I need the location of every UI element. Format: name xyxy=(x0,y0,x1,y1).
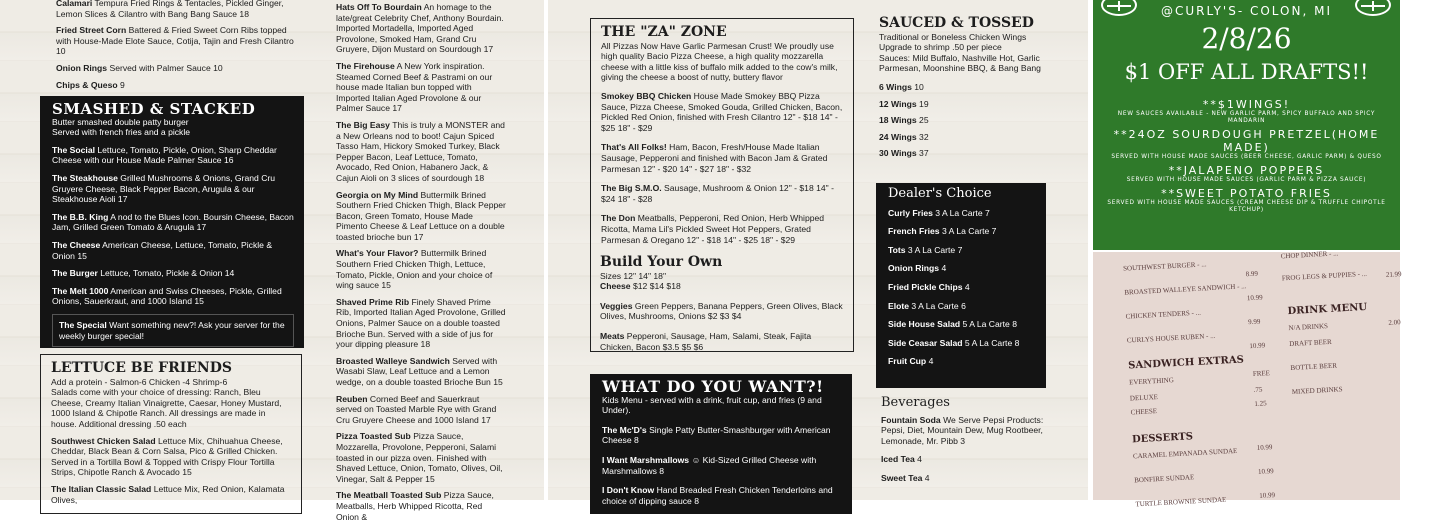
promo-lines xyxy=(1099,98,1394,214)
photo-price: 21.99 xyxy=(1385,270,1402,279)
menu-item: Side House Salad 5 A La Carte 8 xyxy=(888,319,1017,330)
promo-line-heading: **$1WINGS! xyxy=(1202,98,1291,111)
beverages-section xyxy=(881,395,1051,490)
promo-date: 2/8/26 xyxy=(1201,22,1292,55)
menu-item: Southwest Chicken Salad Lettuce Mix, Chihuahua Cheese, Cheddar, Black Bean & Corn Salsa, Pico & Grilled Chicken. Served in a Tortilla Bowl & Topped with Crispy Flour Tortilla Strips, Chipotle Ranch & Avocado 15 xyxy=(51,435,283,478)
photo-price: 2.00 xyxy=(1388,318,1401,327)
menu-item: That's All Folks! Ham, Bacon, Fresh/House Made Italian Sausage, Pepperoni and finished with Bacon Jam & Grated Parmesan 12" - $20 14" - $27 18" - $32 xyxy=(601,142,828,174)
menu-item: Curly Fries 3 A La Carte 7 xyxy=(888,207,990,218)
photo-text: SOUTHWEST BURGER - ... xyxy=(1122,260,1207,273)
photo-text: CHEESE xyxy=(1130,407,1158,417)
menu-item: The Italian Classic Salad Lettuce Mix, Red Onion, Kalamata Olives, xyxy=(51,483,285,505)
promo-line-sub: SERVED WITH HOUSE MADE SAUCES (BEER CHEESE, GARLIC PARM) & QUESO xyxy=(1111,154,1382,160)
wings-row: 24 Wings 32 xyxy=(879,131,929,142)
old-menu-photo xyxy=(1093,249,1402,509)
photo-text: CURLYS HOUSE RUBEN - ... xyxy=(1126,331,1216,345)
sides-section xyxy=(876,183,1046,388)
menu-item: Iced Tea 4 xyxy=(881,454,922,465)
photo-text: DRAFT BEER xyxy=(1289,337,1332,349)
photo-price: 10.99 xyxy=(1257,467,1274,476)
photo-text: DELUXE xyxy=(1129,393,1159,403)
smashed-stacked-section xyxy=(40,96,304,348)
photo-text: N/A DRINKS xyxy=(1288,322,1329,333)
menu-item: Smokey BBQ Chicken House Made Smokey BBQ Pizza Sauce, Pizza Cheese, Smoked Gouda, Grilled Chicken, Bacon, Pickled Red Onion, finished with Fresh Cilantro 12" - $18 14" - $25 18" - $29 xyxy=(601,90,843,133)
menu-item: The Cheese American Cheese, Lettuce, Tomato, Pickle & Onion 15 xyxy=(52,239,273,261)
menu-item: I Don't Know Hand Breaded Fresh Chicken Tenderloins and choice of dipping sauce 8 xyxy=(602,485,833,506)
appetizers-list xyxy=(56,0,296,96)
promo-line-heading: **JALAPENO POPPERS xyxy=(1168,164,1325,177)
menu-item: Pizza Toasted Sub Pizza Sauce, Mozzarella, Provolone, Pepperoni, Salami toasted in our pizza oven. Finished with Shaved Lettuce, Onion, Tomato, Olives, Oil, Vinegar, Salt & Pepper 15 xyxy=(336,431,503,484)
photo-price: FREE xyxy=(1252,369,1271,378)
promo-line-heading: **SWEET POTATO FRIES xyxy=(1161,187,1332,200)
promo-line-heading: **24OZ SOURDOUGH PRETZEL(HOME MADE) xyxy=(1113,128,1380,154)
menu-item: The Big S.M.O. Sausage, Mushroom & Onion 12" - $18 14" - $24 18" - $28 xyxy=(601,183,834,204)
section-title: Build Your Own xyxy=(600,254,723,271)
menu-item: The Steakhouse Grilled Mushrooms & Onions, Grand Cru Gruyere Cheese, Black Pepper Bacon, Arugula & our Steakhouse Aioli 17 xyxy=(52,172,276,205)
section-subtitle: Butter smashed double patty burger Served with french fries and a pickle xyxy=(52,116,191,138)
menu-item: What's Your Flavor? Buttermilk Brined Southern Fried Chicken Thigh, Lettuce, Tomato, Pickle, Onion and your choice of wing sauce 15 xyxy=(336,248,493,291)
salads-section xyxy=(40,354,302,514)
section-title: SMASHED & STACKED xyxy=(52,100,256,118)
build-your-own xyxy=(600,254,843,352)
menu-item: The Big Easy This is truly a MONSTER and a New Orleans nod to boot! Cajun Spiced Tasso Ham, Hickory Smoked Turkey, Black Pepper Bacon, Leaf Lettuce, Tomato, Avocado, Red Onion, Habanero Jack, & Cajun Aioli on 3 slices of sourdough 18 xyxy=(336,119,505,183)
wings-row: 12 Wings 19 xyxy=(879,98,929,109)
menu-item: Chips & Queso 9 xyxy=(56,79,125,90)
menu-item: Onion Rings Served with Palmer Sauce 10 xyxy=(56,62,223,73)
menu-item: I Want Marshmallows ☺ Kid-Sized Grilled Cheese with Marshmallows 8 xyxy=(602,454,817,476)
menu-item: The Meatball Toasted Sub Pizza Sauce, Meatballs, Herb Whipped Ricotta, Red Onion & xyxy=(336,490,494,522)
drink-menu-title: DRINK MENU xyxy=(1287,301,1368,318)
photo-price: 9.99 xyxy=(1247,317,1261,327)
photo-text: FROG LEGS & PUPPIES - ... xyxy=(1281,269,1368,283)
menu-item: Sweet Tea 4 xyxy=(881,472,930,483)
wings-row: 30 Wings 37 xyxy=(879,148,929,159)
sizes-line: Sizes 12" 14" 18" xyxy=(600,270,667,281)
photo-price: 8.99 xyxy=(1245,269,1259,279)
kids-section xyxy=(590,374,852,514)
menu-item: The Social Lettuce, Tomato, Pickle, Onion, Sharp Cheddar Cheese with our House Made Palmer Sauce 16 xyxy=(52,144,277,166)
section-title: LETTUCE BE FRIENDS xyxy=(51,360,232,376)
promo-line-sub: SERVED WITH HOUSE MADE SAUCES (CREAM CHEESE DIP & TRUFFLE CHIPOTLE KETCHUP) xyxy=(1107,200,1386,213)
menu-item: The Don Meatballs, Pepperoni, Red Onion, Herb Whipped Ricotta, Mama Lil's Pickled Sweet Hot Peppers, Grated Parmesan & Oregano 12" - $18 14" - $25 18" - $29 xyxy=(601,213,825,245)
photo-price: 10.99 xyxy=(1256,443,1273,452)
menu-item: Tots 3 A La Carte 7 xyxy=(888,244,963,255)
photo-text: BOTTLE BEER xyxy=(1290,361,1338,373)
photo-text: BROASTED WALLEYE SANDWICH - ... xyxy=(1124,282,1247,297)
section-title: Beverages xyxy=(881,395,950,410)
photo-price: 1.25 xyxy=(1254,399,1267,408)
photo-price: 10.99 xyxy=(1259,491,1276,500)
extras-title: SANDWICH EXTRAS xyxy=(1127,354,1245,372)
section-subtitle: Traditional or Boneless Chicken Wings Upgrade to shrimp .50 per piece Sauces: Mild Buffalo, Nashville Hot, Garlic Parmesan, Moonshine BBQ, & Bang Bang xyxy=(879,31,1041,74)
menu-item: Veggies Green Peppers, Banana Peppers, Green Olives, Black Olives, Mushrooms, Onions $2 $3 $4 xyxy=(600,300,843,322)
desserts-title: DESSERTS xyxy=(1131,431,1194,446)
photo-text: CHOP DINNER - ... xyxy=(1280,249,1339,261)
menu-item: The Burger Lettuce, Tomato, Pickle & Onion 14 xyxy=(52,268,235,279)
section-title: Dealer's Choice xyxy=(888,186,992,201)
promo-headline: $1 OFF ALL DRAFTS!! xyxy=(1124,60,1369,84)
menu-item: Calamari Tempura Fried Rings & Tentacles, Pickled Ginger, Lemon Slices & Cilantro with Bang Bang Sauce 18 xyxy=(56,0,284,19)
promo-line-sub: NEW SAUCES AVAILABLE - NEW GARLIC PARM, SPICY BUFFALO AND SPICY MANDARIN xyxy=(1117,111,1376,124)
wings-section xyxy=(879,15,1059,165)
menu-item: Shaved Prime Rib Finely Shaved Prime Rib, Imported Italian Aged Provolone, Grilled Onions, Palmer Sauce on a double toasted Brioche Bun. Served with a side of jus for your dipping pleasure 18 xyxy=(336,296,506,350)
menu-item: Fried Street Corn Battered & Fried Sweet Corn Ribs topped with House-Made Elote Sauce, Cotija, Tajin and Fresh Cilantro 10 xyxy=(56,25,294,57)
section-subtitle: Kids Menu - served with a drink, fruit cup, and fries (9 and Under). xyxy=(602,394,822,416)
menu-item: Hats Off To Bourdain An homage to the late/great Celebrity Chef, Anthony Bourdain. Imported Mortadella, Imported Aged Provolone, Smoked Ham, Grand Cru Gruyere, Dijon Mustard on Sourdough 17 xyxy=(336,2,504,55)
menu-item: Side Ceasar Salad 5 A La Carte 8 xyxy=(888,337,1020,348)
menu-item: Reuben Corned Beef and Sauerkraut served on Toasted Marble Rye with Grand Cru Gruyere Cheese and 1000 Island 17 xyxy=(336,393,497,425)
menu-item: Fruit Cup 4 xyxy=(888,356,934,367)
photo-price: 10.99 xyxy=(1249,341,1266,351)
pizza-section xyxy=(590,18,854,352)
section-title: THE "ZA" ZONE xyxy=(601,24,727,40)
promo-line-sub: SERVED WITH HOUSE MADE SAUCES (GARLIC PARM & PIZZA SAUCE) xyxy=(1126,177,1367,183)
section-subtitle: All Pizzas Now Have Garlic Parmesan Crust! We proudly use high quality Bacio Pizza Cheese, a high quality mozzarella cheese with a little kiss of buffalo milk added to the cow's milk, giving the cheese a boost of nutty, buttery flavor xyxy=(601,40,838,83)
photo-price: 10.99 xyxy=(1246,293,1263,303)
menu-item: Fried Pickle Chips 4 xyxy=(888,281,970,292)
wings-row: 6 Wings 10 xyxy=(879,81,924,92)
section-title: WHAT DO YOU WANT?! xyxy=(602,377,824,396)
photo-text: CHICKEN TENDERS - ... xyxy=(1125,308,1202,321)
menu-item: Georgia on My Mind Buttermilk Brined Southern Fried Chicken Thigh, Black Pepper Bacon, Green Tomato, House Made Pimento Cheese & Leaf Lettuce on a double toasted brioche bun 17 xyxy=(336,189,506,242)
menu-page-right xyxy=(548,0,1088,506)
menu-item: Fountain Soda We Serve Pepsi Products: Pepsi, Diet, Mountain Dew, Mug Rootbeer, Lemonade, Mr. Pibb 3 xyxy=(881,414,1044,446)
photo-text: TURTLE BROWNIE SUNDAE xyxy=(1135,495,1227,509)
sandwiches-list xyxy=(336,2,506,528)
menu-item: French Fries 3 A La Carte 7 xyxy=(888,226,997,237)
menu-item: The B.B. King A nod to the Blues Icon. Boursin Cheese, Bacon Jam, Grilled Green Tomato & Arugula 17 xyxy=(52,211,294,233)
menu-item: The Mc'D's Single Patty Butter-Smashburger with American Cheese 8 xyxy=(602,424,831,446)
menu-page-left xyxy=(0,0,544,522)
weekly-special-box: The Special Want something new?! Ask your server for the weekly burger special! xyxy=(52,314,294,347)
menu-item: The Firehouse A New York inspiration. Steamed Corned Beef & Pastrami on our house made Italian bun topped with Imported Italian Aged Provolone & our Palmer Sauce 17 xyxy=(336,60,493,114)
menu-item: Cheese $12 $14 $18 xyxy=(600,281,681,292)
menu-item: Elote 3 A La Carte 6 xyxy=(888,300,966,311)
photo-text: EVERYTHING xyxy=(1128,376,1174,387)
menu-item: Meats Pepperoni, Sausage, Ham, Salami, Steak, Fajita Chicken, Bacon $3.5 $5 $6 xyxy=(600,331,812,352)
menu-item: The Melt 1000 American and Swiss Cheeses, Pickle, Grilled Onions, Sauerkraut, and 1000 Island 15 xyxy=(52,285,282,307)
wings-row: 18 Wings 25 xyxy=(879,115,929,126)
section-subtitle: Add a protein - Salmon-6 Chicken -4 Shrimp-6 Salads come with your choice of dressing: Ranch, Bleu Cheese, Creamy Italian Vinaigrette, Caesar, Honey Mustard, 1000 Island & Chipotle Ranch. All dressings are made in house. Additional dressing .50 each xyxy=(51,376,282,429)
menu-item: Broasted Walleye Sandwich Served with Wasabi Slaw, Leaf Lettuce and a Lemon wedge, on a double toasted Brioche Bun 15 xyxy=(336,355,503,387)
section-title: SAUCED & TOSSED xyxy=(879,15,1034,31)
menu-item: Onion Rings 4 xyxy=(888,263,947,274)
photo-text: BONFIRE SUNDAE xyxy=(1134,473,1195,485)
photo-text: CARAMEL EMPANADA SUNDAE xyxy=(1132,446,1238,461)
promo-handle: @CURLY'S- COLON, MI xyxy=(1160,4,1332,18)
promo-flyer xyxy=(1093,0,1400,250)
photo-text: MIXED DRINKS xyxy=(1291,385,1343,396)
photo-price: .75 xyxy=(1253,385,1263,394)
